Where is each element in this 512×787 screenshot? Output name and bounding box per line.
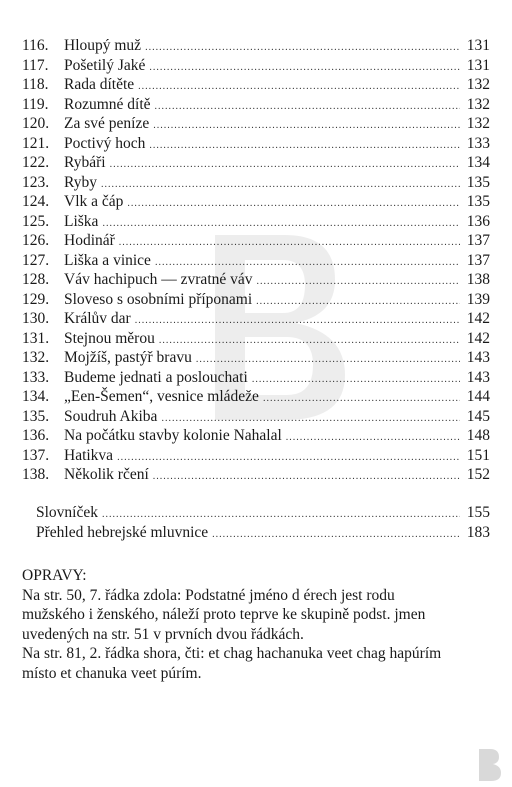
toc-entry (22, 114, 490, 134)
errata-heading: OPRAVY: (22, 567, 87, 584)
appendix-entry-title: Slovníček (36, 504, 98, 521)
leader-dots (149, 56, 460, 78)
toc-entry (22, 407, 490, 427)
toc-entry (22, 309, 490, 329)
toc-entry-page: 137 (466, 251, 490, 269)
appendix-entry-title: Přehled hebrejské mluvnice (36, 524, 209, 541)
toc-entry (22, 465, 490, 485)
toc-entry-page: 148 (466, 427, 490, 444)
toc-entry-page: 144 (466, 388, 490, 405)
toc-entry-title: Králův dar (64, 310, 131, 327)
toc-entry (22, 426, 490, 446)
toc-entry (22, 368, 490, 388)
leader-dots (135, 309, 460, 331)
toc-entry-page: 136 (466, 212, 490, 230)
toc-entry-title: Za své peníze (64, 115, 150, 132)
errata-line: Na str. 81, 2. řádka shora, čti: et chag hachanuka veet chag hapúrím (22, 645, 442, 662)
toc-entry (22, 36, 490, 56)
toc-entry-title: Liška a vinice (64, 251, 151, 269)
toc-entry-title: Hodinář (64, 232, 115, 249)
toc-entry (22, 329, 490, 349)
toc-entry-number: 135. (22, 407, 50, 425)
toc-entry-page: 143 (466, 368, 490, 386)
toc-entry-title: Několik rčení (64, 466, 149, 483)
toc-entry (22, 134, 490, 154)
toc-entry (22, 95, 490, 115)
toc-entry-title: Poctivý hoch (64, 134, 146, 152)
toc-entry-number: 118. (22, 76, 49, 93)
toc-entry-number: 116. (22, 37, 49, 54)
toc-entry-title: Váv hachipuch — zvratné váv (64, 271, 253, 288)
toc-entry-title: Hloupý muž (64, 37, 142, 54)
leader-dots (153, 465, 460, 487)
toc-entry (22, 270, 490, 290)
toc-entry-title: Mojžíš, pastýř bravu (64, 349, 192, 366)
toc-entry (22, 231, 490, 251)
toc-entry-page: 143 (466, 349, 490, 366)
toc-entry (22, 446, 490, 466)
toc-entry-page: 137 (466, 232, 490, 249)
leader-dots (161, 407, 460, 429)
appendix-entry (36, 503, 490, 523)
toc-entry-title: Budeme jednati a poslouchati (64, 368, 248, 386)
leader-dots (119, 231, 460, 253)
leader-dots (101, 173, 460, 195)
leader-dots (252, 368, 460, 390)
toc-entry-number: 125. (22, 212, 50, 230)
toc-entry (22, 212, 490, 232)
toc-appendix (36, 503, 490, 543)
toc-entry-title: Rozumné dítě (64, 95, 151, 113)
leader-dots (127, 192, 460, 214)
toc-entry-page: 132 (466, 76, 490, 93)
toc-entry-title: Hatikva (64, 446, 114, 464)
toc-entry (22, 192, 490, 212)
toc-entry-page: 135 (466, 173, 490, 191)
toc-entry-page: 131 (466, 37, 490, 54)
toc-entry (22, 290, 490, 310)
errata-section (22, 566, 500, 683)
toc-entry-title: „Een-Šemen“, vesnice mládeže (64, 388, 259, 405)
toc-entry-number: 129. (22, 290, 50, 308)
toc-entry-page: 152 (466, 466, 490, 483)
toc-entry (22, 348, 490, 368)
toc-entry-number: 122. (22, 154, 50, 171)
toc-entry (22, 173, 490, 193)
toc-entry-page: 151 (466, 446, 490, 464)
leader-dots (102, 503, 460, 525)
toc-entry-page: 134 (466, 154, 490, 171)
toc-entry-title: Ryby (64, 173, 97, 191)
toc-entry-number: 126. (22, 232, 50, 249)
leader-dots (145, 36, 460, 58)
toc-entry-number: 137. (22, 446, 50, 464)
toc-entry-title: Rybáři (64, 154, 106, 171)
toc-entry-page: 142 (466, 310, 490, 327)
toc-entry-number: 132. (22, 349, 50, 366)
toc-entry-page: 133 (466, 134, 490, 152)
leader-dots (257, 270, 460, 292)
toc-entry-number: 127. (22, 251, 50, 269)
errata-line: Na str. 50, 7. řádka zdola: Podstatné jméno d érech jest rodu (22, 586, 395, 604)
publisher-logo-icon (476, 747, 502, 783)
toc-entry-title: Vlk a čáp (64, 193, 124, 210)
leader-dots (263, 387, 460, 409)
toc-entry (22, 56, 490, 76)
leader-dots (138, 75, 460, 97)
toc-entry-number: 124. (22, 193, 50, 210)
toc-entry-number: 136. (22, 427, 50, 444)
errata-line: místo et chanuka veet púrím. (22, 664, 202, 682)
errata-line: mužského i ženského, náleží proto teprve ke skupině podst. jmen (22, 606, 426, 623)
leader-dots (155, 95, 460, 117)
leader-dots (117, 446, 460, 468)
toc-entry (22, 153, 490, 173)
leader-dots (149, 134, 460, 156)
toc-entry-page: 131 (466, 56, 490, 74)
toc-entry (22, 251, 490, 271)
leader-dots (212, 523, 460, 545)
toc-entry-page: 139 (466, 290, 490, 308)
toc-entry-number: 117. (22, 56, 49, 74)
errata-line: uvedených na str. 51 v prvních dvou řádkách. (22, 625, 304, 643)
toc-entry-title: Na počátku stavby kolonie Nahalal (64, 427, 282, 444)
appendix-entry-page: 183 (466, 524, 490, 541)
toc-entry-page: 132 (466, 95, 490, 113)
toc-entry-number: 120. (22, 115, 50, 132)
leader-dots (153, 114, 460, 136)
appendix-entry (36, 523, 490, 543)
leader-dots (110, 153, 460, 175)
leader-dots (256, 290, 460, 312)
toc-entry-number: 130. (22, 310, 50, 327)
toc-entry-page: 145 (466, 407, 490, 425)
toc-entry-number: 131. (22, 329, 50, 347)
toc-entry-number: 123. (22, 173, 50, 191)
leader-dots (286, 426, 460, 448)
leader-dots (102, 212, 460, 234)
leader-dots (155, 251, 460, 273)
toc-entry-title: Stejnou měrou (64, 329, 155, 347)
toc-entry (22, 387, 490, 407)
toc-entry-title: Rada dítěte (64, 76, 135, 93)
toc-entry (22, 75, 490, 95)
table-of-contents (22, 36, 490, 485)
toc-entry-title: Pošetilý Jaké (64, 56, 146, 74)
toc-entry-page: 135 (466, 193, 490, 210)
appendix-entry-page: 155 (466, 504, 490, 521)
leader-dots (196, 348, 460, 370)
toc-entry-number: 133. (22, 368, 50, 386)
toc-entry-number: 134. (22, 388, 50, 405)
toc-entry-page: 138 (466, 271, 490, 288)
toc-entry-page: 132 (466, 115, 490, 132)
toc-entry-number: 119. (22, 95, 49, 113)
toc-entry-title: Sloveso s osobními příponami (64, 290, 253, 308)
toc-entry-number: 121. (22, 134, 50, 152)
toc-entry-title: Liška (64, 212, 99, 230)
toc-entry-title: Soudruh Akiba (64, 407, 158, 425)
toc-entry-number: 128. (22, 271, 50, 288)
toc-entry-page: 142 (466, 329, 490, 347)
leader-dots (159, 329, 460, 351)
toc-entry-number: 138. (22, 466, 50, 483)
